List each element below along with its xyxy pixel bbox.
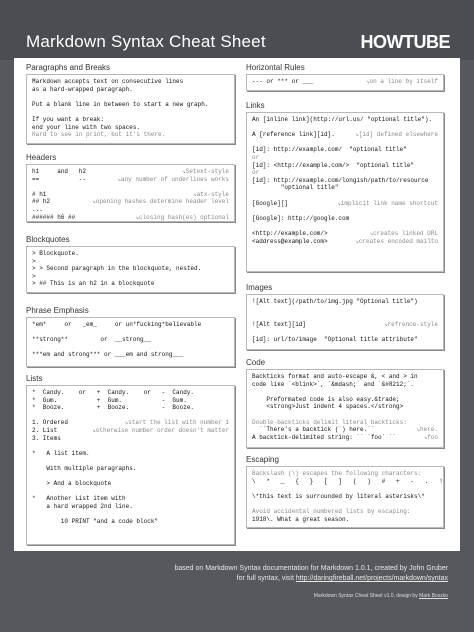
code-line: [252, 124, 438, 132]
code-comment: ↘on a line by itself: [365, 78, 438, 85]
code-comment: ↘opening hashes determine header level: [92, 198, 229, 206]
section-title: Images: [246, 283, 273, 292]
code-line: [252, 485, 438, 493]
howtube-logo: HOWTUBE: [360, 32, 450, 52]
code-line: [32, 258, 229, 266]
code-line: [252, 230, 438, 238]
code-comment: ↘start the list with number 1: [124, 419, 229, 427]
code-line: [32, 101, 229, 109]
code-text: Preformated code is also easy.&trade;: [252, 395, 400, 403]
section-title: Links: [246, 101, 265, 110]
section-paragraphs: [26, 62, 235, 144]
code-line: [32, 450, 229, 458]
code-box: [26, 246, 235, 293]
code-line: [32, 397, 229, 405]
code-line: [32, 168, 229, 176]
code-line: [252, 139, 438, 147]
code-line: [252, 419, 438, 427]
code-text: > ## This is an h2 in a blockquote: [32, 280, 155, 288]
code-comment: ↘refrence-style: [383, 320, 438, 328]
code-text: <strong>Just indent 4 spaces.</strong>: [252, 403, 404, 411]
code-text: *em* or _em_ or un*fucking*believable: [32, 321, 202, 328]
code-line: [32, 351, 229, 359]
code-text: An [inline link](http://url.us/ "optional title").: [252, 116, 433, 123]
section-title: Code: [246, 358, 266, 367]
code-box: [26, 317, 235, 367]
code-text: Markdown accepts text on consecutive lines: [32, 78, 184, 85]
code-line: [252, 381, 438, 389]
code-line: [252, 215, 438, 223]
code-box: [26, 385, 235, 545]
code-line: [32, 344, 229, 352]
code-text: end your line with two spaces.: [32, 123, 141, 131]
code-text: 1. Ordered: [32, 419, 69, 427]
code-text: > And a blockquote: [32, 480, 112, 488]
code-line: [252, 146, 438, 154]
code-line: [252, 388, 438, 396]
code-line: [32, 495, 229, 503]
code-line: [252, 298, 438, 306]
code-line: [252, 184, 438, 192]
code-line: [252, 313, 438, 321]
code-line: [32, 503, 229, 511]
footer-syntax-link-line: [237, 575, 448, 582]
code-text: Avoid accidental numbered lists by escaping:: [252, 507, 411, 515]
code-line: [32, 78, 229, 86]
section-title: Lists: [26, 374, 43, 383]
code-text: * Gum. + Gum. - Gum.: [32, 396, 187, 404]
code-comment: ↘any number of underlines works: [117, 175, 229, 183]
code-line: [32, 131, 229, 139]
code-line: [252, 477, 443, 486]
footer-syntax-prefix: for full syntax, visit: [236, 575, 296, 582]
code-line: [252, 306, 438, 314]
section-title: Blockquotes: [26, 235, 70, 244]
code-line: [252, 373, 438, 381]
code-text: >: [32, 272, 36, 280]
code-line: [252, 434, 438, 442]
code-comment: ↘here.: [416, 426, 438, 434]
code-text: A backtick-delimited string: `` `foo` ``: [252, 433, 397, 441]
code-line: [32, 124, 229, 132]
code-line: [252, 426, 438, 434]
code-text: a hard wrapped 2nd line.: [32, 502, 133, 510]
code-line: [32, 198, 229, 206]
page-title: Markdown Syntax Cheat Sheet: [26, 32, 266, 51]
code-box: [26, 164, 235, 222]
footer-design-prefix: Markdown Syntax Cheat Sheet v1.0, design by: [313, 593, 420, 599]
code-line: [252, 403, 438, 411]
code-line: [32, 427, 229, 435]
code-line: [252, 169, 438, 177]
code-line: [252, 200, 438, 208]
code-line: [252, 396, 438, 404]
code-line: [32, 93, 229, 101]
code-text: as a hard-wrapped paragraph.: [32, 85, 133, 93]
section-title: Headers: [26, 153, 57, 162]
code-text: \*this text is surrounded by literal asterisks\*: [252, 492, 425, 500]
section-phrase-emphasis: [26, 305, 235, 367]
code-text: * Another List item with: [32, 495, 126, 503]
code-text: Hard to see in print, but it's there.: [32, 131, 166, 139]
code-box: [246, 74, 444, 91]
code-line: [32, 86, 229, 94]
code-line: [252, 116, 438, 124]
code-text: h1 and h2: [32, 168, 87, 175]
code-text: 2. List: [32, 426, 58, 434]
code-line: [252, 192, 438, 200]
code-line: [252, 321, 438, 329]
header-bar: [0, 0, 474, 60]
code-line: [32, 389, 229, 397]
code-box: [246, 112, 444, 272]
designer-link[interactable]: Mark Boszko: [419, 593, 448, 599]
code-text: 3. Items: [32, 434, 61, 442]
code-line: [32, 442, 229, 450]
footer: [0, 551, 474, 632]
code-line: [32, 273, 229, 281]
code-line: [32, 280, 229, 288]
code-line: [252, 493, 438, 501]
code-text: >: [32, 257, 36, 265]
section-headers: [26, 152, 235, 222]
section-horizontal-rules: [246, 62, 444, 91]
footer-design-credit: [314, 593, 448, 599]
code-line: [32, 457, 229, 465]
code-line: [32, 404, 229, 412]
code-line: [32, 473, 229, 481]
code-comment: ↘foo: [423, 433, 438, 441]
code-line: [32, 250, 229, 258]
code-line: [32, 435, 229, 443]
code-line: [252, 500, 438, 508]
section-images: [246, 282, 444, 350]
code-text: ![Alt text][id]: [252, 320, 307, 328]
code-text: **strong** or __strong__: [32, 336, 151, 344]
code-line: [32, 206, 229, 214]
code-line: [32, 191, 229, 199]
code-text: * A list item.: [32, 449, 90, 457]
section-title: Horizontal Rules: [246, 63, 305, 72]
code-line: [32, 321, 229, 329]
code-line: [252, 207, 438, 215]
code-text: <http://example.com/>: [252, 229, 328, 237]
code-box: [246, 466, 444, 528]
code-text: ***em and strong*** or ___em and strong___: [32, 351, 184, 359]
code-text: --- or *** or ___: [252, 78, 314, 85]
code-line: [252, 154, 438, 162]
code-text: Backticks format and auto-escape &, < and > in: [252, 373, 418, 380]
code-text: [Google]: http://google.com: [252, 214, 350, 222]
code-comment: ↘otherwise number order doesn't matter: [92, 426, 229, 434]
code-text: If you want a break:: [32, 115, 105, 123]
code-text: ``There's a backtick (`) here.``: [252, 426, 382, 434]
code-comment: ↘Setext-style: [182, 168, 229, 175]
code-line: [32, 518, 229, 526]
code-line: [252, 131, 438, 139]
code-line: [32, 465, 229, 473]
code-line: [252, 177, 438, 185]
code-text: * Booze. + Booze. - Booze.: [32, 404, 195, 412]
code-text: ## h2: [32, 198, 51, 206]
code-line: [32, 214, 229, 222]
footer-credit: based on Markdown Syntax documentation for Markdown 1.0.1, created by John Gruber: [174, 565, 448, 572]
code-line: [32, 329, 229, 337]
code-text: 1918\. What a great season.: [252, 515, 350, 523]
section-title: Escaping: [246, 455, 279, 464]
code-line: [252, 222, 438, 230]
code-comment: ↘implicit link name shortcut: [337, 199, 438, 207]
code-text: > Blockquote.: [32, 250, 79, 257]
syntax-link[interactable]: http://daringfireball.net/projects/markdown/syntax: [295, 575, 448, 582]
section-links: [246, 100, 444, 272]
code-line: [32, 336, 229, 344]
code-comment: ↘creates linked URL: [369, 229, 438, 237]
code-line: [32, 116, 229, 124]
code-line: [252, 516, 438, 524]
code-line: [252, 336, 438, 344]
code-line: [252, 238, 438, 246]
code-text: [id]: http://example.com/ "optional title": [252, 146, 407, 154]
code-text: or: [252, 153, 260, 161]
code-text: ###### h6 ##: [32, 213, 76, 221]
code-text: ...: [32, 205, 43, 213]
section-code: [246, 357, 444, 448]
code-text: or: [252, 169, 260, 177]
code-line: [252, 411, 438, 419]
code-box: [246, 369, 444, 448]
code-text: * Candy. or + Candy. or - Candy.: [32, 389, 195, 396]
code-text: [id]: http://example.com/longish/path/to/resource: [252, 176, 429, 184]
code-comment: ↘creates encoded mailto: [355, 237, 438, 245]
code-text: Put a blank line in between to start a new graph.: [32, 100, 209, 108]
code-line: [32, 412, 229, 420]
section-lists: [26, 373, 235, 545]
code-line: [252, 470, 438, 478]
code-line: [252, 508, 438, 516]
code-text: <address@example.com>: [252, 237, 328, 245]
code-line: [252, 78, 438, 86]
section-blockquotes: [26, 234, 235, 293]
code-box: [26, 74, 235, 144]
code-text: [id]: <http://example.com/> "optional title": [252, 161, 415, 169]
code-line: [32, 480, 229, 488]
code-text: ![Alt text](/path/to/img.jpg "Optional title"): [252, 298, 418, 305]
code-comment: ↘[id] defined elsewhere: [355, 131, 438, 139]
code-text: 10 PRINT "and a code block": [32, 518, 159, 526]
code-text: [id]: url/to/image "Optional title attribute": [252, 335, 418, 343]
code-text: > > Second paragraph in the blockquote, nested.: [32, 265, 202, 273]
section-escaping: [246, 454, 444, 528]
code-text: A [reference link][id].: [252, 131, 339, 139]
code-box: [246, 294, 444, 350]
cheat-sheet-body: [14, 58, 460, 551]
section-title: Phrase Emphasis: [26, 306, 89, 315]
code-text: code like `<blink>`, `&mdash;` and `&#8212;`.: [252, 380, 415, 388]
code-comment: ↘atx-style: [192, 190, 229, 198]
code-line: [252, 328, 438, 336]
code-text: [Google][]: [252, 199, 289, 207]
code-line: [32, 265, 229, 273]
code-text: "optional title": [252, 184, 339, 192]
code-line: [32, 108, 229, 116]
code-text: Backslash (\) escapes the following characters:: [252, 470, 422, 477]
code-line: [32, 183, 229, 191]
code-line: [32, 176, 229, 184]
code-text: == --: [32, 175, 87, 183]
code-line: [252, 162, 438, 170]
code-text: Double-backticks delimit literal backticks:: [252, 418, 407, 426]
code-text: With multiple paragraphs.: [32, 464, 137, 472]
code-line: [32, 488, 229, 496]
code-text: # h1: [32, 190, 47, 198]
code-line: [32, 419, 229, 427]
section-title: Paragraphs and Breaks: [26, 63, 111, 72]
code-comment: ↘closing hash(es) optional: [135, 213, 229, 221]
code-text: \ * _ { } [ ] ( ) # + - . !: [252, 477, 443, 485]
code-line: [32, 511, 229, 519]
